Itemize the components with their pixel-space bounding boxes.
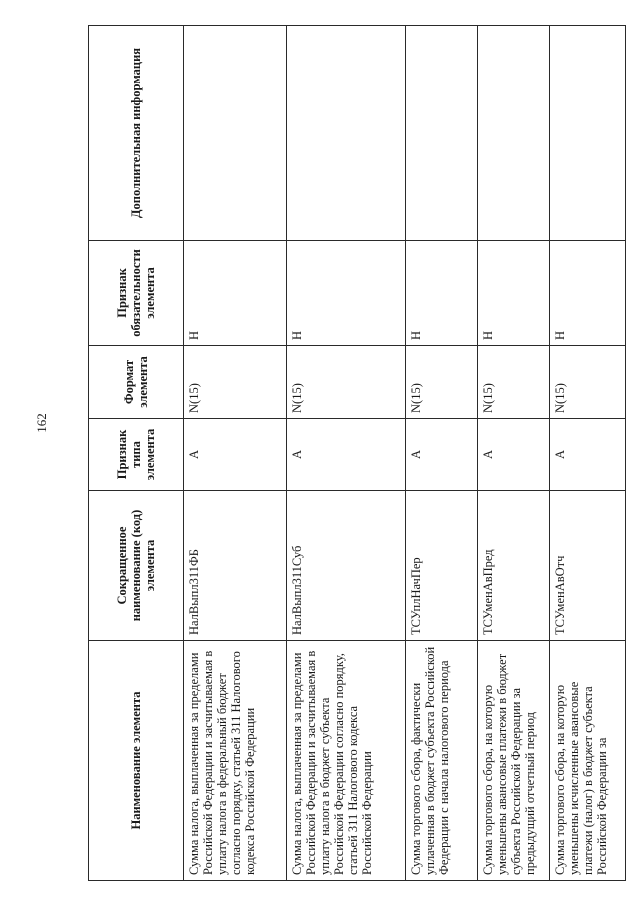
- table-wrapper: [88, 26, 618, 881]
- cell-type: А: [478, 419, 550, 491]
- cell-name: Сумма налога, выплаченная за пределами Российской Федерации и засчитываемая в уплату налога в федеральный бюджет согласно порядку, статьей 311 Налогового кодекса Российской Федерации: [184, 641, 287, 881]
- elements-table: [88, 25, 626, 881]
- cell-type: А: [406, 419, 478, 491]
- cell-format: N(15): [406, 346, 478, 419]
- cell-required: Н: [550, 241, 626, 346]
- cell-type: А: [287, 419, 406, 491]
- cell-abbr: НалВыпл311ФБ: [184, 491, 287, 641]
- rotated-table-container: [88, 26, 618, 881]
- table-header: [89, 26, 184, 881]
- cell-info: [478, 26, 550, 241]
- cell-format: N(15): [478, 346, 550, 419]
- cell-format: N(15): [287, 346, 406, 419]
- header-format: Формат элемента: [89, 346, 184, 419]
- table-row: [550, 26, 626, 881]
- cell-name: Сумма торгового сбора, на которую уменьшены исчисленные авансовые платежи (налог) в бюджет субъекта Российской Федерации за: [550, 641, 626, 881]
- cell-abbr: ТСУменАвПред: [478, 491, 550, 641]
- cell-required: Н: [406, 241, 478, 346]
- cell-abbr: НалВыпл311Суб: [287, 491, 406, 641]
- cell-type: А: [550, 419, 626, 491]
- cell-abbr: ТСУплНачПер: [406, 491, 478, 641]
- table-body: [184, 26, 626, 881]
- table-row: [287, 26, 406, 881]
- cell-info: [287, 26, 406, 241]
- table-row: [478, 26, 550, 881]
- header-name: Наименование элемента: [89, 641, 184, 881]
- header-required: Признак обязательности элемента: [89, 241, 184, 346]
- cell-type: А: [184, 419, 287, 491]
- cell-name: Сумма торгового сбора, на которую уменьшены авансовые платежи в бюджет субъекта Российской Федерации за предыдущий отчетный период: [478, 641, 550, 881]
- cell-info: [550, 26, 626, 241]
- header-type: Признак типа элемента: [89, 419, 184, 491]
- cell-required: Н: [478, 241, 550, 346]
- header-abbr: Сокращенное наименование (код) элемента: [89, 491, 184, 641]
- cell-info: [184, 26, 287, 241]
- header-row: [89, 26, 184, 881]
- cell-name: Сумма налога, выплаченная за пределами Российской Федерации и засчитываемая в уплату налога в бюджет субъекта Российской Федерации согласно порядку, статьей 311 Налогового кодекса Российской Федерации: [287, 641, 406, 881]
- cell-required: Н: [287, 241, 406, 346]
- cell-name: Сумма торгового сбора, фактически уплаченная в бюджет субъекта Российской Федерации с начала налогового периода: [406, 641, 478, 881]
- cell-abbr: ТСУменАвОтч: [550, 491, 626, 641]
- cell-format: N(15): [550, 346, 626, 419]
- page-number: 162: [34, 413, 49, 433]
- table-row: [406, 26, 478, 881]
- table-row: [184, 26, 287, 881]
- header-info: Дополнительная информация: [89, 26, 184, 241]
- cell-format: N(15): [184, 346, 287, 419]
- cell-required: Н: [184, 241, 287, 346]
- cell-info: [406, 26, 478, 241]
